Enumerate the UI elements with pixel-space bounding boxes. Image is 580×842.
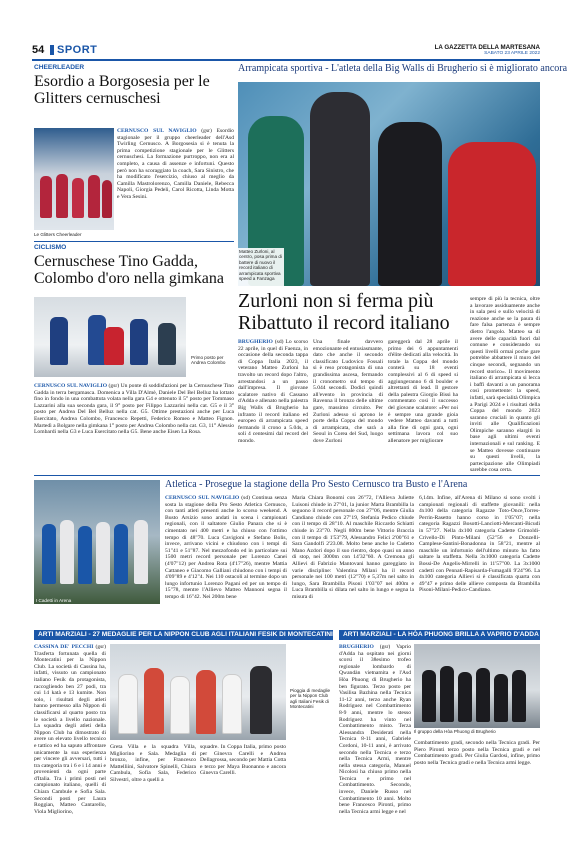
cheerleader-figure <box>88 175 100 218</box>
climbing-title-line1: Zurloni non si ferma più <box>238 290 434 312</box>
cycling-photo <box>34 297 186 377</box>
climbing-col3: gareggerà dal 28 aprile il primo dei 6 appuntamenti d'élite dedicati alla velocità. In totale la Coppa del mondo conterà su 18 eventi complessivi al 6 di speed si aggiungeranno 6 di boulder e altrettanti di lead. Il gestore della palestra Giorgio Bissi ha commentato così il successo del giovane scalatore: «Per noi è sempre una grande gioia vedere Matteo davanti a tutti alla fine di ogni gara, ogni settimana lavora col suo allenatore per migliorare <box>388 339 458 444</box>
cycling-rule <box>34 241 234 242</box>
martial-right-col2: Combattimento gradi, secondo nella Tecnica gradi. Per Piero Pironti terzo posto nella Tecnica gradi e nel Combattimento gradi. Per Giulia Gardosi, infine, primo posto nella Tecnica gradi e nella Tecnica armi legge. <box>414 740 540 766</box>
climbing-col2: Una finale davvero emozionante ed entusiasmante, dato che anche il secondo classificato Ludovico Fossali si è reso protagonista di una grandissima ascesa, fermando il cronometro sul tempo di 5.044 secondi. Dodici quindi all'evento in provincia di Ravenna il bronzo delle ultime gare, massimo circuito. Per Zurloni adesso si aprono le porte della Coppa del mondo di arrampicata, che sarà a Seoul in Corea del Sud, luogo dove Zurloni <box>313 339 383 444</box>
cheer-article <box>34 64 234 107</box>
cycling-body-text: (gsr) Un ponte di soddisfazioni per la Cernuschese Tino Gadda in terra bergamasca. Domenica a Villa D'Almè, Daniele Del Bel Belluz ha lottato fino in fondo in una combattuta volata nella gara G4 e ottenuto il 5° posto per Tommaso Lazzarini alla sua seconda gara, il 9° posto per Filippo Lazzarini nella cat. G5 e il 3° posto per Andrea Del Bel Belluz nella cat. G5. Ottime prestazioni anche per Luca Esercitato, Andrea Colombo, Francesco Repetti, Federico Romeo e Matteo Fignon. Martedì a Bolgare nella gimkana 1° posto per Andrea Colombo nella cat. G3, 11° Alessio Lombardi nella G3 e Luca Esercitato nella G5. Bene anche Eisen La Rosa. <box>34 383 235 436</box>
athletics-col2: Maria Chiara Bonomi con 26"72, l'Allieva Juliette Luisoni chiude in 27"01, la junior Marta Brambilla la seguono il record personale con 27"06, mentre Giulia Candiano chiude con 27"19, Stefania Pedico chiude con il tempo di 28"10. Al maschile Riccardo Schiatti chiude in 23"70. Negli 800m bene Vittorio Braccia con il tempo di 1'53"79, Alessandro Felici 2'00"61 e Sara Gandolfi 2'23.08. Molto bene anche lo Cadetto Mano Azdori dopo il suo rientro, dopo quasi un anno di stop, nei 3000m con 14'32"60. A Cremona gli Allievi di Fabrizio Mantovani hanno gareggiato in varie discipline: Valentina Milani ha il record personale nei 100 metri (12"70) e 5,37m nel salto in lungo, Sara Brambilla Pisoni 1'03"07 nei 400m e Luca Brambilla si dilata nel salto in lungo e segna la misura di <box>292 495 414 600</box>
cheer-body <box>117 128 234 248</box>
athletics-caption: I Cadetti in Arena <box>36 598 72 603</box>
cheer-caption: Le Glitters Cheerleader <box>34 232 82 237</box>
cycling-caption: Primo posto per Andrea Colombo <box>191 355 226 366</box>
karate-figure <box>196 670 216 734</box>
qwandan-figure <box>494 674 508 722</box>
athletics-lead: CERNUSCO SUL NAVIGLIO <box>165 495 240 501</box>
qwandan-figure <box>422 670 436 722</box>
martial-left-caption: Pioggia di medaglie per la Nippon Club agli Italiani Fesik di Montecatini <box>290 688 331 710</box>
karate-figure <box>144 668 164 734</box>
martial-left-col1 <box>34 644 107 815</box>
martial-left-photo <box>110 644 286 740</box>
cycling-head <box>34 244 234 287</box>
cheer-lead: CERNUSCO SUL NAVIGLIO <box>117 128 197 134</box>
athlete-figure <box>96 522 110 584</box>
page-number: 54 <box>32 44 45 56</box>
climbing-col1-text: (sd) Lo scorso 22 aprile, in quel di Faenza, in occasione della seconda tappa di Coppa Italia 2023, il veterano Matteo Zurloni ha travolto un record dopo l'altro, arrestandosi a un passo dall'impresa. Il giovane scalatore nativo di Cassano d'Adda e allenato nella palestra Big Walls di Brugherio ha infranto il record italiano ed europeo di arrampicata speed fermando il crono a 5.04s, a soli 4 centesimi dal record del mondo. <box>238 339 308 444</box>
athlete-figure <box>114 524 128 584</box>
qwandan-figure <box>440 666 454 722</box>
podium-figure <box>104 327 124 365</box>
cheerleader-figure <box>102 180 112 218</box>
athletics-photo <box>34 480 160 604</box>
martial-left-banner: ARTI MARZIALI - 27 MEDAGLIE PER LA NIPPON CLUB AGLI ITALIANI FESIK DI MONTECATINI <box>34 630 333 640</box>
martial-left-col2: Greta Villa e la squadra Villa, Migliorino e Sala. Medaglia di bronzo, infine, per Francesco Mattelliini, Salvatore Spinelli, Chiara Cambula, Sofia Sala, Federico Silvestri, oltre a quelli a <box>110 744 196 783</box>
karate-figure <box>170 676 190 734</box>
cheer-title: Esordio a Borgosesia per le Glitters cernuschesi <box>34 73 210 107</box>
athletics-banner: Atletica - Prosegue la stagione della Pro Sesto Cernusco tra Busto e l'Arena <box>165 479 468 490</box>
header-date: SABATO 23 APRILE 2022 <box>484 51 540 56</box>
athlete-figure <box>78 526 92 584</box>
athletics-rule <box>34 475 540 476</box>
cycling-title: Cernuschese Tino Gadda, Colombo d'oro nella gimkana <box>34 253 224 287</box>
cheer-body-text: (gsr) Esordio stagionale per il gruppo cheerleader dell'Asd Twirling Cernusco. A Borgosesia si è tenuta la prima competizione stagionale per le Glitters cernuschesi. La formazione purtroppo, non era al completo, a causa di assenze e infortuni. Questo però non ha scoraggiato la coach, Sara Sinistro, che ha modificato l'esercizio, chiuso al meglio da Camilla Mastrolorenzo, Camilla Daniele, Rebecca Napoli, Giorgia Pedeli, Carol Ricotta, Linda Motta e Vera Sesini. <box>117 128 234 200</box>
cheerleader-figure <box>56 174 68 218</box>
cycling-lead: CERNUSCO SUL NAVIGLIO <box>34 383 108 389</box>
cyclist-figure <box>130 319 148 365</box>
martial-right-col1 <box>339 644 411 815</box>
climbing-banner: Arrampicata sportiva - L'atleta della Big Walls di Brugherio si è migliorato ancora <box>238 63 568 74</box>
climbing-title-line2: Ribattuto il record italiano <box>238 312 450 334</box>
martial-right-col1-text: (gsr) Vaprio d'Adda ha ospitato nei giorni scorsi il 38esimo trofeo regionale lombardo di Qwandàn vietnamita e l'Asd Hòa Phuong di Brugherio ha ben figurato. Terzo posto per Vasilisa Bazhina nella Tecnica 11-12 anni, terzo anche Ryan Rodriguez nel Combattimento 8-9 anni, mentre lo stesso Rodriguez ha vinto nel Combattimento misto. Terza Alessandra Desiderati nella Tecnica 8-11 anni, Gabriele Cordoni, 10-11 anni, è arrivato secondo nella Tecnica e terzo nella Tecnica Armi, mentre nella stessa categoria, Manuel Nicolosi ha chiuso primo nella Tecnica e primo nel Combattimento. Secondo, invece, Daniele Russo nel Combattimento 10 anni. Molto bene Francesco Pironti, primo nella Tecnica armi legge e nel <box>339 644 411 815</box>
climbing-title <box>238 290 508 334</box>
climbing-col4: sempre di più la tecnica, oltre a lavorare assiduamente anche in sala pesi e sullo velocità di reazione anche se la paura di fare falsa partenza è sempre dietro l'angolo. Matteo sa di avere delle capacità fuori dal comune e considerando su questi livelli ormai poche gare potrebbe abbattere il muro del cinque secondi, segnando un record storico». Il movimento italiano di arrampicata si lecca i baffi davanti a un panorama così promettente: la speed, infatti, sarà specialità Olimpica a Parigi 2024 e i risultati della Coppa del mondo 2023 saranno cruciali in quanto gli inviti alle Qualificazioni Olimpiche saranno elargiti in base agli ultimi eventi internazionali e sul ranking. E se Matteo dovesse continuare su questi livelli, la partecipazione alle Olimpiadi sarebbe cosa certa. <box>470 296 540 474</box>
athlete-figure <box>42 524 56 584</box>
climbing-caption: Matteo Zurloni, al centro, posa prima di battere di nuovo il record italiano di arrampicata sportiva speed a Fanzaga <box>238 248 284 296</box>
qwandan-figure <box>512 670 526 722</box>
athlete-figure-zurloni <box>310 92 370 286</box>
athlete-figure <box>134 520 148 584</box>
page-header <box>32 44 540 58</box>
karate-figure <box>118 674 138 734</box>
masthead: LA GAZZETTA DELLA MARTESANA <box>434 44 540 51</box>
cheer-photo <box>34 128 114 230</box>
cheer-kicker: CHEERLEADER <box>34 64 85 71</box>
qwandan-figure <box>476 668 490 722</box>
athletics-col1-text: (sd) Continua senza sosta la stagione della Pro Sesto Atletica Cernusco, con tanti atleti presenti anche lo scorso weekend. A Busto Arsizio sono andati in scena i campionati regionali, con il saltatore Giulio Panara che si è cimentato nei 400 metri e ha chiuso con l'ottimo tempo di 48"70. Luca Cavigioni e Stefano Bolis, invece, arrivano vicini e chiudono con i tempi di 51"41 e 51"87. Nel mezzofondo ed in particolare sui 1500 metri record personale per Lorenzo Canei (4'07"12) per Andrea Rota (4'17"26), mentre Mattia Cattaneo e Giacomo Galliani chiudono con i tempi di 4'09"89 e 4'12"4. Nei 110 ostacoli al termine dopo un lungo infortunio Lorenzo Pagani ed per un tempo di 15"78, mentre l'Allievo Matteo Mannoni segna il tempo di 16"42. Nei 200m bene <box>165 495 287 600</box>
cyclist-figure <box>158 323 176 365</box>
martial-left-col3: squadre. In Coppa Italia, primo posto per Ginevra Carelli e Andrea Dellagrossa, secondo per Mattia Cotta e terzo per Maya Buonanno e ancora Ginevra Carelli. <box>200 744 286 777</box>
cheerleader-figure <box>72 178 84 218</box>
section-name: SPORT <box>57 44 98 56</box>
qwandan-figure <box>458 672 472 722</box>
climbing-lead: BRUGHERIO <box>238 339 273 345</box>
cheerleader-figure <box>40 176 52 218</box>
martial-left-lead: CASSINA DE' PECCHI <box>34 644 94 650</box>
athlete-figure <box>378 122 442 286</box>
martial-left-col1-text: (gsr) Trasferta fortunata quella di Montecatini per la Nippon Club. La società di Cassina ha, infatti, vissuto un campionato italiano Fesik da protagonista, raccogliendo ben 27 podi, tra cui 14 katà e 13 kumite. Non solo, i risultati degli atleti hanno permesso alla Nippon di classificarsi al quarto posto tra le società a livello nazionale. La squadra degli atleti della Nippon Club ha dimostrato di avere un elevato livello tecnico e tattico ed ha saputo affrontare unicamente la sua esperienza per vincere gli avversari, tutti i tra categoria tra i 6 e i 14 anni e provenienti da ogni parte d'Italia. Tra i primi posti nel campionato italiano, quelli di Chiara Cambule e Sofia Sala. Secondi posti per Laura Roggian, Matteo Cantarello, Viola Migliorino, <box>34 644 107 815</box>
climbing-col1 <box>238 339 308 443</box>
header-rule <box>32 59 540 61</box>
section-mark <box>50 45 54 55</box>
athletics-col1 <box>165 495 287 615</box>
cycling-body <box>34 383 234 445</box>
coach-figure <box>250 666 272 734</box>
athlete-figure <box>448 142 536 286</box>
cycling-kicker: CICLISMO <box>34 244 67 251</box>
athlete-figure <box>60 520 74 584</box>
athletics-col3: 6,14m. Infine, all'Arena di Milano si sono svolti i campionati regionali di staffette giovanili: nella 4x100 della categoria Ragazze Toto-Once,Torres-Perrin-Rasetto hanno corso in 1'05"07; nella categoria Ragazzi Bosotti-Lanciotti-Mercanti-Bicudi in 57"27. Nella 4x100 categoria Cadette Grimoldi-Crivello-Di Pinto-Milani (52"56 e Donzelli-Camplese-Santini-Bonadonna in 58"21, mentre al maschile un infortunio dell'ultimo minuto ha fatto saltare la staffetta. Nella 3x1000 categoria Cadette Bossi-De Angelis-Mirrelli in 11'57"00. La 3x1000 cadetti con Pennati-Rapisarda-Fumagalli 9'24"96. La 4x100 categoria Allievi si è classificata quarta con 49"47 e primo delle allieve composta da Brambilla Pisoni-Milani-Pedico-Candiano. <box>419 495 540 594</box>
cyclist-figure <box>50 317 68 365</box>
karate-figure <box>222 674 242 734</box>
martial-right-photo <box>414 644 540 728</box>
martial-right-caption: Il gruppo della Hòa Phuong di Brugherio <box>414 729 496 734</box>
martial-right-banner: ARTI MARZIALI - LA HÒA PHUONG BRILLA A VAPRIO D'ADDA <box>339 630 540 640</box>
martial-right-lead: BRUGHERIO <box>339 644 374 650</box>
